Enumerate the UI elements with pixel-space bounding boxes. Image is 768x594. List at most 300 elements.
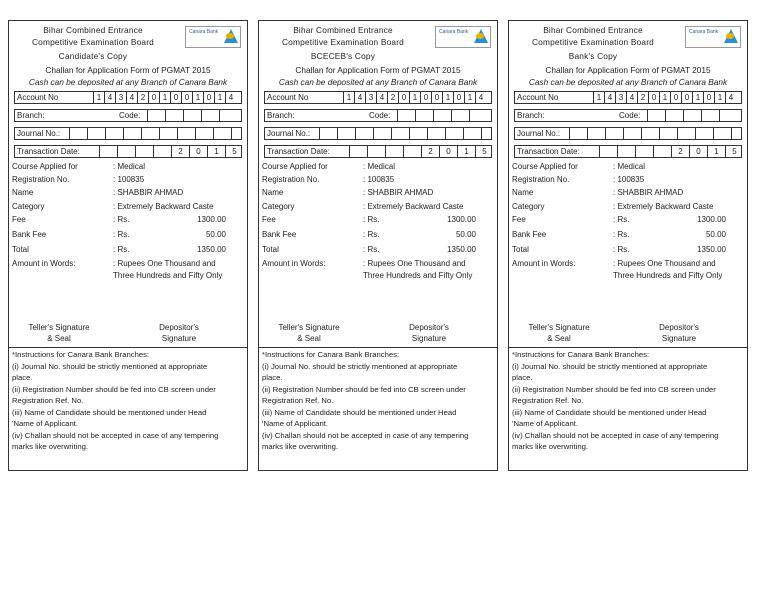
depositor-signature-line1: Depositor's bbox=[659, 323, 699, 332]
course-label: Course Applied for bbox=[262, 162, 328, 171]
journal-cell[interactable] bbox=[659, 128, 677, 139]
instruction-line: marks like overwriting. bbox=[262, 442, 339, 451]
course-field bbox=[262, 160, 492, 173]
journal-cell[interactable] bbox=[409, 128, 427, 139]
date-cell: 5 bbox=[225, 146, 243, 157]
amount-words-line2: Three Hundreds and Fifty Only bbox=[113, 271, 223, 280]
total-field bbox=[512, 243, 742, 256]
name-label: Name bbox=[12, 188, 34, 197]
code-cell[interactable] bbox=[647, 110, 665, 121]
course-value: : Medical bbox=[363, 162, 396, 171]
instruction-line: *Instructions for Canara Bank Branches: bbox=[512, 350, 650, 359]
fee-amount: 1300.00 bbox=[447, 215, 476, 224]
course-field bbox=[512, 160, 742, 173]
course-field bbox=[12, 160, 242, 173]
account-digits bbox=[593, 92, 736, 103]
account-digit-cell: 2 bbox=[387, 92, 398, 103]
account-digit-cell: 1 bbox=[93, 92, 104, 103]
date-cell: 1 bbox=[207, 146, 225, 157]
amount-words-line1: : Rupees One Thousand and bbox=[113, 259, 216, 268]
challan-header bbox=[9, 21, 247, 86]
journal-row bbox=[14, 127, 242, 140]
amount-words-field-2 bbox=[262, 269, 492, 282]
name-field bbox=[512, 186, 742, 199]
date-cell bbox=[385, 146, 403, 157]
course-label: Course Applied for bbox=[512, 162, 578, 171]
account-digit-cell: 0 bbox=[420, 92, 431, 103]
instruction-line: 'Name of Applicant. bbox=[12, 419, 78, 428]
journal-cells bbox=[69, 128, 249, 139]
transaction-date-label: Transaction Date: bbox=[17, 147, 80, 156]
instruction-line: (ii) Registration Number should be fed into CB screen under bbox=[262, 384, 466, 394]
code-cell[interactable] bbox=[397, 110, 415, 121]
registration-value: : 100835 bbox=[113, 175, 145, 184]
depositor-signature bbox=[145, 322, 213, 344]
bank-fee-rs: : Rs. bbox=[113, 230, 130, 239]
depositor-signature-line2: Signature bbox=[661, 334, 697, 343]
depositor-signature bbox=[645, 322, 713, 344]
journal-cell[interactable] bbox=[123, 128, 141, 139]
journal-row bbox=[514, 127, 742, 140]
date-cell bbox=[653, 146, 671, 157]
total-amount: 1350.00 bbox=[447, 245, 476, 254]
date-cell bbox=[349, 146, 367, 157]
total-rs: : Rs. bbox=[613, 245, 630, 254]
date-cell: 2 bbox=[421, 146, 439, 157]
teller-signature-line2: & Seal bbox=[47, 334, 71, 343]
date-cell: 5 bbox=[475, 146, 493, 157]
transaction-date-label: Transaction Date: bbox=[267, 147, 330, 156]
journal-cells bbox=[569, 128, 749, 139]
account-digit-cell: 4 bbox=[725, 92, 736, 103]
branch-row bbox=[14, 109, 242, 122]
code-cell[interactable] bbox=[201, 110, 219, 121]
teller-signature-line1: Teller's Signature bbox=[528, 323, 590, 332]
journal-label: Journal No.: bbox=[517, 129, 561, 138]
challan-copy bbox=[258, 20, 498, 471]
logo-text: Canara Bank bbox=[439, 29, 469, 35]
fee-label: Fee bbox=[512, 215, 526, 224]
code-cells bbox=[147, 110, 237, 121]
depositor-signature-line1: Depositor's bbox=[409, 323, 449, 332]
instruction-line: (i) Journal No. should be strictly mentioned at appropriate bbox=[262, 361, 458, 371]
branch-label: Branch: bbox=[267, 111, 295, 120]
total-amount: 1350.00 bbox=[697, 245, 726, 254]
amount-words-label: Amount in Words: bbox=[262, 259, 326, 268]
date-cell bbox=[135, 146, 153, 157]
journal-cell[interactable] bbox=[641, 128, 659, 139]
instruction-line: (iii) Name of Candidate should be mentioned under Head bbox=[262, 407, 457, 417]
bank-fee-rs: : Rs. bbox=[613, 230, 630, 239]
date-cell bbox=[367, 146, 385, 157]
account-digit-cell: 4 bbox=[626, 92, 637, 103]
journal-cell[interactable] bbox=[427, 128, 445, 139]
journal-cell[interactable] bbox=[445, 128, 463, 139]
account-digit-cell: 0 bbox=[681, 92, 692, 103]
journal-cell[interactable] bbox=[677, 128, 695, 139]
account-digit-cell: 1 bbox=[692, 92, 703, 103]
instruction-line: (iii) Name of Candidate should be mentioned under Head bbox=[12, 407, 207, 417]
account-number-row bbox=[514, 91, 742, 104]
canara-bank-logo bbox=[185, 26, 241, 48]
registration-field bbox=[512, 173, 742, 186]
code-cell[interactable] bbox=[219, 110, 237, 121]
fee-field bbox=[262, 213, 492, 226]
account-digit-cell: 1 bbox=[409, 92, 420, 103]
name-value: : SHABBIR AHMAD bbox=[613, 188, 684, 197]
transaction-date-cells bbox=[99, 146, 243, 157]
account-digit-cell: 4 bbox=[104, 92, 115, 103]
journal-cell[interactable] bbox=[337, 128, 355, 139]
teller-signature-line1: Teller's Signature bbox=[278, 323, 340, 332]
amount-words-line1: : Rupees One Thousand and bbox=[613, 259, 716, 268]
account-digit-cell: 1 bbox=[159, 92, 170, 103]
registration-value: : 100835 bbox=[363, 175, 395, 184]
account-digit-cell: 4 bbox=[126, 92, 137, 103]
account-digit-cell: 0 bbox=[181, 92, 192, 103]
account-digit-cell: 0 bbox=[148, 92, 159, 103]
challan-copy bbox=[508, 20, 748, 471]
journal-cell[interactable] bbox=[373, 128, 391, 139]
registration-field bbox=[12, 173, 242, 186]
date-cell: 2 bbox=[171, 146, 189, 157]
instruction-line: (iv) Challan should not be accepted in case of any tempering bbox=[512, 430, 719, 440]
amount-words-label: Amount in Words: bbox=[12, 259, 76, 268]
account-digit-cell: 1 bbox=[714, 92, 725, 103]
total-rs: : Rs. bbox=[363, 245, 380, 254]
board-name-line2: Competitive Examination Board bbox=[31, 37, 154, 47]
depositor-signature bbox=[395, 322, 463, 344]
logo-text: Canara Bank bbox=[689, 29, 719, 35]
code-cell[interactable] bbox=[469, 110, 487, 121]
category-field bbox=[512, 200, 742, 213]
account-label: Account No bbox=[517, 93, 559, 102]
depositor-signature-line1: Depositor's bbox=[159, 323, 199, 332]
name-value: : SHABBIR AHMAD bbox=[113, 188, 184, 197]
journal-cell[interactable] bbox=[195, 128, 213, 139]
teller-signature bbox=[21, 322, 97, 344]
account-digit-cell: 2 bbox=[137, 92, 148, 103]
journal-cell[interactable] bbox=[105, 128, 123, 139]
instruction-line: marks like overwriting. bbox=[12, 442, 89, 451]
branch-row bbox=[514, 109, 742, 122]
bank-fee-amount: 50.00 bbox=[455, 230, 476, 239]
account-digits bbox=[93, 92, 236, 103]
bank-instructions bbox=[12, 349, 247, 453]
account-digit-cell: 0 bbox=[431, 92, 442, 103]
bank-fee-label: Bank Fee bbox=[262, 230, 297, 239]
bank-fee-field bbox=[12, 228, 242, 241]
journal-cells bbox=[319, 128, 499, 139]
course-value: : Medical bbox=[113, 162, 146, 171]
journal-cell[interactable] bbox=[87, 128, 105, 139]
category-label: Category bbox=[12, 202, 45, 211]
journal-label: Journal No.: bbox=[17, 129, 61, 138]
instruction-line: (iv) Challan should not be accepted in case of any tempering bbox=[262, 430, 469, 440]
code-cell[interactable] bbox=[183, 110, 201, 121]
account-digit-cell: 1 bbox=[593, 92, 604, 103]
code-cell[interactable] bbox=[451, 110, 469, 121]
canara-bank-logo bbox=[685, 26, 741, 48]
account-digit-cell: 1 bbox=[464, 92, 475, 103]
journal-cell[interactable] bbox=[231, 128, 249, 139]
account-digit-cell: 4 bbox=[475, 92, 486, 103]
account-digit-cell: 3 bbox=[365, 92, 376, 103]
account-digit-cell: 1 bbox=[192, 92, 203, 103]
deposit-note: Cash can be deposited at any Branch of Canara Bank bbox=[28, 77, 228, 87]
category-value: : Extremely Backward Caste bbox=[613, 202, 714, 211]
code-cell[interactable] bbox=[683, 110, 701, 121]
fee-label: Fee bbox=[12, 215, 26, 224]
board-name-line2: Competitive Examination Board bbox=[531, 37, 654, 47]
category-label: Category bbox=[262, 202, 295, 211]
transaction-date-row bbox=[514, 145, 742, 158]
challan-copy bbox=[8, 20, 248, 471]
date-cell bbox=[403, 146, 421, 157]
fee-field bbox=[12, 213, 242, 226]
challan-title: Challan for Application Form of PGMAT 2015 bbox=[45, 65, 211, 75]
bank-instructions bbox=[512, 349, 747, 453]
code-cells bbox=[647, 110, 737, 121]
course-value: : Medical bbox=[613, 162, 646, 171]
total-label: Total bbox=[512, 245, 529, 254]
amount-words-field-2 bbox=[512, 269, 742, 282]
bank-fee-label: Bank Fee bbox=[512, 230, 547, 239]
instruction-line: Registration Ref. No. bbox=[262, 396, 334, 405]
date-cell: 1 bbox=[707, 146, 725, 157]
registration-field bbox=[262, 173, 492, 186]
account-digit-cell: 4 bbox=[376, 92, 387, 103]
logo-text: Canara Bank bbox=[189, 29, 219, 35]
logo-circle-icon bbox=[226, 33, 234, 39]
instruction-line: Registration Ref. No. bbox=[512, 396, 584, 405]
transaction-date-row bbox=[264, 145, 492, 158]
deposit-note: Cash can be deposited at any Branch of Canara Bank bbox=[278, 77, 478, 87]
bank-fee-label: Bank Fee bbox=[12, 230, 47, 239]
deposit-note: Cash can be deposited at any Branch of Canara Bank bbox=[528, 77, 728, 87]
code-cell[interactable] bbox=[147, 110, 165, 121]
canara-bank-logo bbox=[435, 26, 491, 48]
instruction-line: marks like overwriting. bbox=[512, 442, 589, 451]
fee-amount: 1300.00 bbox=[197, 215, 226, 224]
bank-fee-amount: 50.00 bbox=[705, 230, 726, 239]
journal-cell[interactable] bbox=[391, 128, 409, 139]
account-digit-cell: 1 bbox=[214, 92, 225, 103]
instruction-line: (i) Journal No. should be strictly mentioned at appropriate bbox=[512, 361, 708, 371]
account-digit-cell: 4 bbox=[225, 92, 236, 103]
account-digit-cell: 0 bbox=[203, 92, 214, 103]
code-cell[interactable] bbox=[165, 110, 183, 121]
transaction-date-label: Transaction Date: bbox=[517, 147, 580, 156]
account-digit-cell: 3 bbox=[615, 92, 626, 103]
instruction-line: (ii) Registration Number should be fed into CB screen under bbox=[12, 384, 216, 394]
teller-signature-line2: & Seal bbox=[547, 334, 571, 343]
challan-title: Challan for Application Form of PGMAT 2015 bbox=[295, 65, 461, 75]
journal-cell[interactable] bbox=[319, 128, 337, 139]
account-digit-cell: 4 bbox=[604, 92, 615, 103]
account-label: Account No bbox=[267, 93, 309, 102]
name-label: Name bbox=[512, 188, 534, 197]
teller-signature bbox=[521, 322, 597, 344]
date-cell bbox=[117, 146, 135, 157]
branch-label: Branch: bbox=[517, 111, 545, 120]
fee-rs: : Rs. bbox=[113, 215, 130, 224]
journal-cell[interactable] bbox=[569, 128, 587, 139]
bank-fee-field bbox=[262, 228, 492, 241]
journal-cell[interactable] bbox=[623, 128, 641, 139]
instruction-line: 'Name of Applicant. bbox=[512, 419, 578, 428]
board-name-line1: Bihar Combined Entrance bbox=[293, 25, 393, 35]
journal-label: Journal No.: bbox=[267, 129, 311, 138]
instruction-line: *Instructions for Canara Bank Branches: bbox=[12, 350, 150, 359]
board-name-line2: Competitive Examination Board bbox=[281, 37, 404, 47]
instruction-line: Registration Ref. No. bbox=[12, 396, 84, 405]
journal-cell[interactable] bbox=[69, 128, 87, 139]
date-cell: 1 bbox=[457, 146, 475, 157]
account-number-row bbox=[264, 91, 492, 104]
challan-header bbox=[259, 21, 497, 86]
bank-fee-amount: 50.00 bbox=[205, 230, 226, 239]
date-cell: 0 bbox=[189, 146, 207, 157]
account-number-row bbox=[14, 91, 242, 104]
bank-instructions bbox=[262, 349, 497, 453]
journal-cell[interactable] bbox=[159, 128, 177, 139]
date-cell: 0 bbox=[439, 146, 457, 157]
amount-words-field-2 bbox=[12, 269, 242, 282]
fee-amount: 1300.00 bbox=[697, 215, 726, 224]
date-cell bbox=[617, 146, 635, 157]
account-label: Account No bbox=[17, 93, 59, 102]
category-field bbox=[12, 200, 242, 213]
bank-fee-field bbox=[512, 228, 742, 241]
logo-circle-icon bbox=[726, 33, 734, 39]
board-name-line1: Bihar Combined Entrance bbox=[543, 25, 643, 35]
journal-cell[interactable] bbox=[463, 128, 481, 139]
code-cell[interactable] bbox=[415, 110, 433, 121]
name-field bbox=[12, 186, 242, 199]
total-amount: 1350.00 bbox=[197, 245, 226, 254]
account-digit-cell: 0 bbox=[670, 92, 681, 103]
copy-name: BCECEB's Copy bbox=[310, 51, 376, 61]
instruction-line: place. bbox=[512, 373, 533, 382]
total-rs: : Rs. bbox=[113, 245, 130, 254]
name-label: Name bbox=[262, 188, 284, 197]
depositor-signature-line2: Signature bbox=[161, 334, 197, 343]
instruction-line: (i) Journal No. should be strictly mentioned at appropriate bbox=[12, 361, 208, 371]
category-label: Category bbox=[512, 202, 545, 211]
board-name-line1: Bihar Combined Entrance bbox=[43, 25, 143, 35]
journal-cell[interactable] bbox=[177, 128, 195, 139]
account-digit-cell: 3 bbox=[115, 92, 126, 103]
instructions-divider bbox=[509, 347, 747, 348]
account-digit-cell: 4 bbox=[354, 92, 365, 103]
amount-words-line2: Three Hundreds and Fifty Only bbox=[613, 271, 723, 280]
date-cell bbox=[635, 146, 653, 157]
teller-signature-line2: & Seal bbox=[297, 334, 321, 343]
code-cell[interactable] bbox=[433, 110, 451, 121]
account-digit-cell: 0 bbox=[170, 92, 181, 103]
account-digits bbox=[343, 92, 486, 103]
journal-cell[interactable] bbox=[731, 128, 749, 139]
journal-cell[interactable] bbox=[587, 128, 605, 139]
category-field bbox=[262, 200, 492, 213]
course-label: Course Applied for bbox=[12, 162, 78, 171]
account-digit-cell: 1 bbox=[343, 92, 354, 103]
journal-cell[interactable] bbox=[481, 128, 499, 139]
code-label: Code: bbox=[369, 111, 391, 120]
total-field bbox=[12, 243, 242, 256]
teller-signature-line1: Teller's Signature bbox=[28, 323, 90, 332]
account-digit-cell: 0 bbox=[398, 92, 409, 103]
copy-name: Candidate's Copy bbox=[58, 51, 128, 61]
account-digit-cell: 0 bbox=[453, 92, 464, 103]
code-cell[interactable] bbox=[701, 110, 719, 121]
branch-row bbox=[264, 109, 492, 122]
amount-words-line1: : Rupees One Thousand and bbox=[363, 259, 466, 268]
journal-cell[interactable] bbox=[695, 128, 713, 139]
total-field bbox=[262, 243, 492, 256]
account-digit-cell: 1 bbox=[442, 92, 453, 103]
registration-value: : 100835 bbox=[613, 175, 645, 184]
challan-header bbox=[509, 21, 747, 86]
instruction-line: (ii) Registration Number should be fed into CB screen under bbox=[512, 384, 716, 394]
instructions-divider bbox=[9, 347, 247, 348]
journal-cell[interactable] bbox=[355, 128, 373, 139]
fee-rs: : Rs. bbox=[613, 215, 630, 224]
account-digit-cell: 0 bbox=[648, 92, 659, 103]
instruction-line: place. bbox=[12, 373, 33, 382]
instruction-line: (iii) Name of Candidate should be mentioned under Head bbox=[512, 407, 707, 417]
journal-cell[interactable] bbox=[141, 128, 159, 139]
fee-label: Fee bbox=[262, 215, 276, 224]
code-cell[interactable] bbox=[719, 110, 737, 121]
date-cell bbox=[99, 146, 117, 157]
instruction-line: (iv) Challan should not be accepted in case of any tempering bbox=[12, 430, 219, 440]
code-label: Code: bbox=[619, 111, 641, 120]
total-label: Total bbox=[12, 245, 29, 254]
account-digit-cell: 2 bbox=[637, 92, 648, 103]
account-digit-cell: 0 bbox=[703, 92, 714, 103]
registration-label: Registration No. bbox=[262, 175, 320, 184]
name-field bbox=[262, 186, 492, 199]
instructions-divider bbox=[259, 347, 497, 348]
name-value: : SHABBIR AHMAD bbox=[363, 188, 434, 197]
challan-title: Challan for Application Form of PGMAT 2015 bbox=[545, 65, 711, 75]
registration-label: Registration No. bbox=[512, 175, 570, 184]
bank-fee-rs: : Rs. bbox=[363, 230, 380, 239]
journal-cell[interactable] bbox=[605, 128, 623, 139]
transaction-date-row bbox=[14, 145, 242, 158]
instruction-line: place. bbox=[262, 373, 283, 382]
fee-rs: : Rs. bbox=[363, 215, 380, 224]
code-cell[interactable] bbox=[665, 110, 683, 121]
category-value: : Extremely Backward Caste bbox=[113, 202, 214, 211]
code-label: Code: bbox=[119, 111, 141, 120]
amount-words-label: Amount in Words: bbox=[512, 259, 576, 268]
transaction-date-cells bbox=[349, 146, 493, 157]
teller-signature bbox=[271, 322, 347, 344]
code-cells bbox=[397, 110, 487, 121]
instruction-line: 'Name of Applicant. bbox=[262, 419, 328, 428]
journal-cell[interactable] bbox=[213, 128, 231, 139]
total-label: Total bbox=[262, 245, 279, 254]
registration-label: Registration No. bbox=[12, 175, 70, 184]
date-cell bbox=[599, 146, 617, 157]
journal-cell[interactable] bbox=[713, 128, 731, 139]
depositor-signature-line2: Signature bbox=[411, 334, 447, 343]
date-cell: 0 bbox=[689, 146, 707, 157]
date-cell: 5 bbox=[725, 146, 743, 157]
